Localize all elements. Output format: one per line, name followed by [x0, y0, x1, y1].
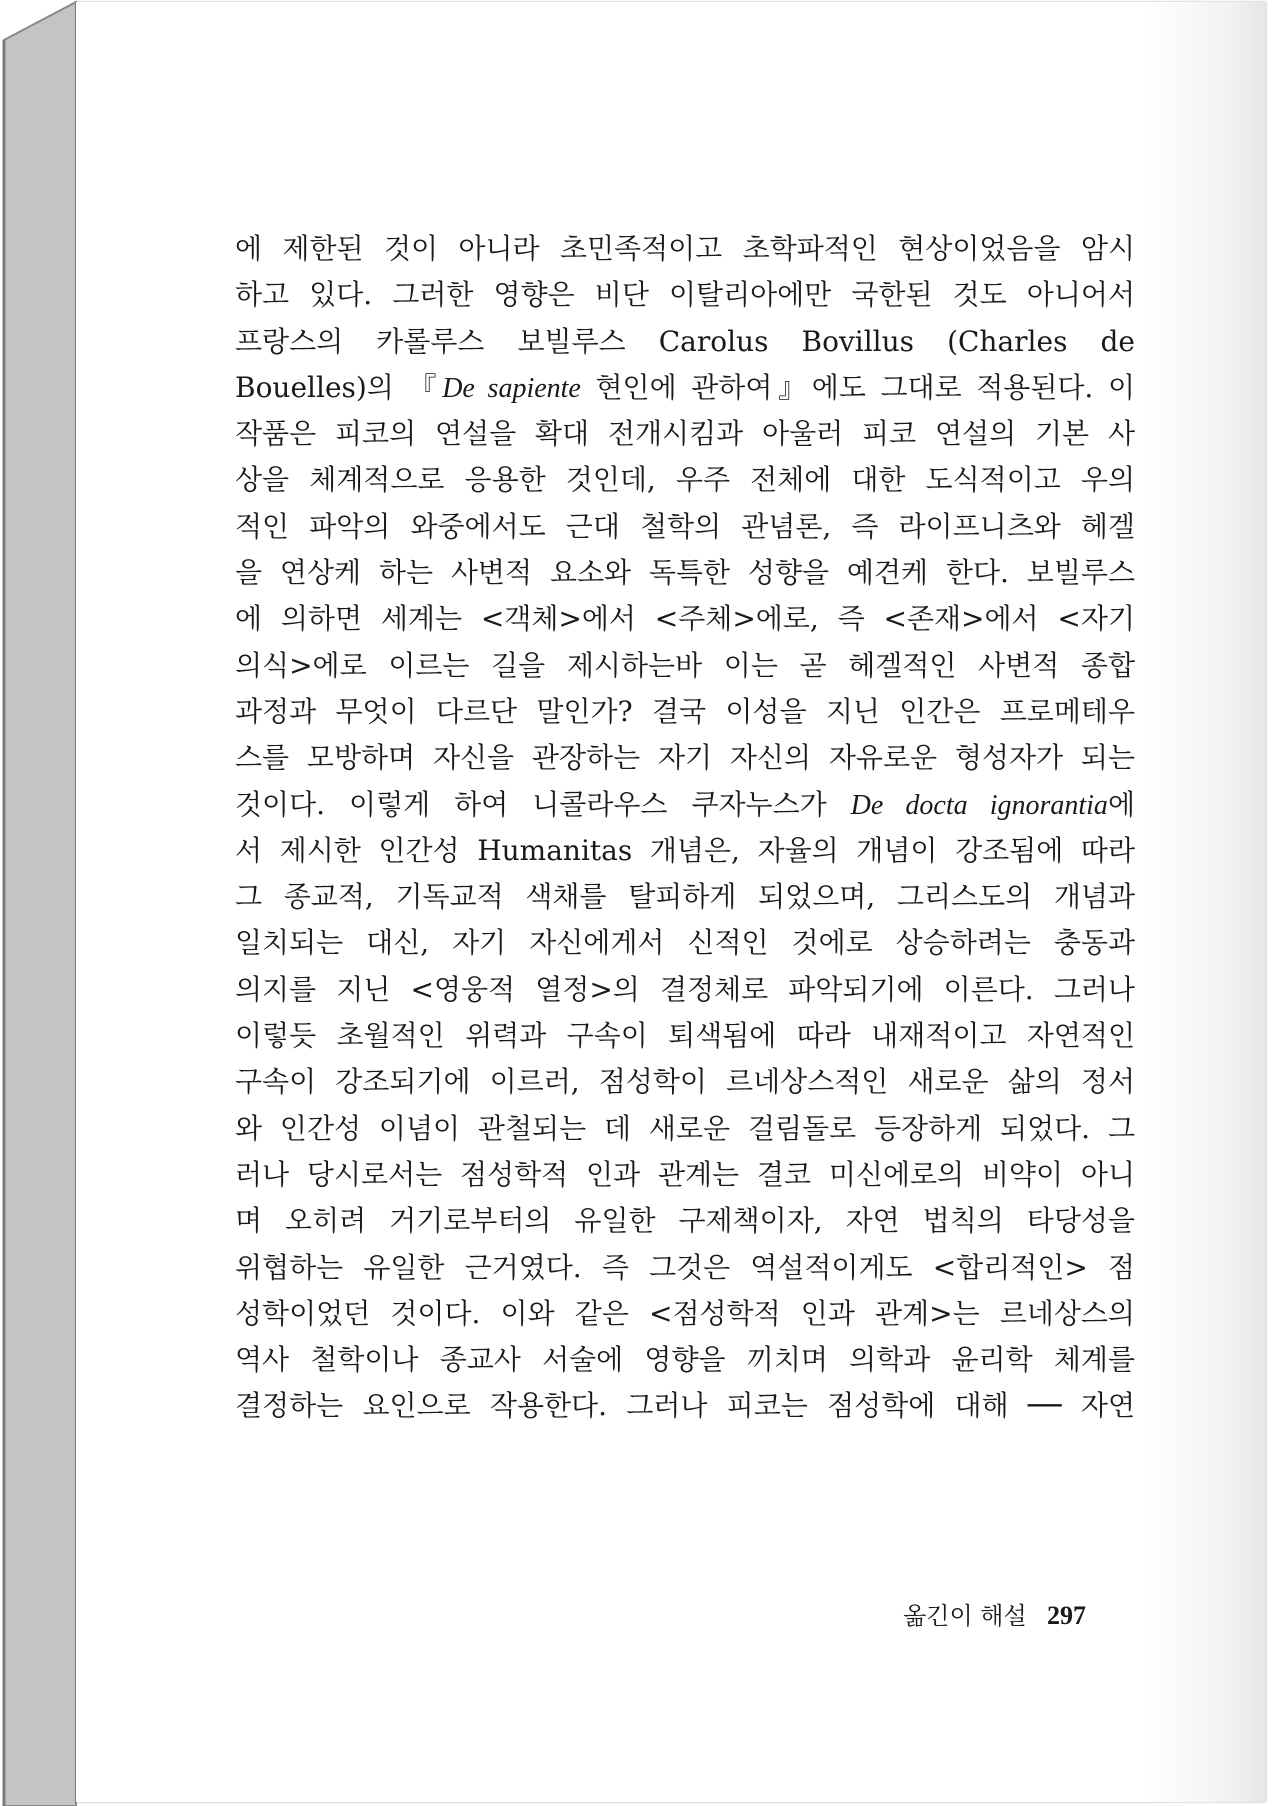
text-line	[235, 782, 1135, 828]
text-line: 에 제한된 것이 아니라 초민족적이고 초학파적인 현상이었음을 암시	[235, 232, 1135, 265]
italic-title: De sapiente	[442, 372, 581, 404]
page-footer	[903, 1596, 1086, 1631]
text-line: 프랑스의 카롤루스 보빌루스 Carolus Bovillus (Charles de	[235, 324, 1135, 358]
text-line: 에 의하면 세계는 <객체>에서 <주체>에로, 즉 <존재>에서 <자기	[235, 602, 1135, 636]
italic-title: De docta ignorantia	[850, 789, 1108, 821]
text-line: 서 제시한 인간성 Humanitas 개념은, 자율의 개념이 강조됨에 따라	[235, 833, 1135, 867]
text-line: 의지를 지닌 <영웅적 열정>의 결정체로 파악되기에 이른다. 그러나	[235, 972, 1135, 1006]
text-line: 작품은 피코의 연설을 확대 전개시킴과 아울러 피코 연설의 기본 사	[235, 417, 1135, 451]
book-page	[76, 2, 1266, 1802]
text-line: 하고 있다. 그러한 영향은 비단 이탈리아에만 국한된 것도 아니어서	[235, 278, 1135, 312]
text-line: 며 오히려 거기로부터의 유일한 구제책이자, 자연 법칙의 타당성을	[235, 1204, 1135, 1238]
text-line	[235, 365, 1135, 411]
text-segment: 것이다. 이렇게 하여 니콜라우스 쿠자누스가	[235, 787, 851, 821]
text-line: 위협하는 유일한 근거였다. 즉 그것은 역설적이게도 <합리적인> 점	[235, 1250, 1135, 1284]
running-footer-section: 옮긴이 해설	[903, 1602, 1027, 1630]
text-line: 결정하는 요인으로 작용한다. 그러나 피코는 점성학에 대해 ── 자연	[235, 1389, 1135, 1423]
text-line: 구속이 강조되기에 이르러, 점성학이 르네상스적인 새로운 삶의 정서	[235, 1065, 1135, 1099]
text-line: 성학이었던 것이다. 이와 같은 <점성학적 인과 관계>는 르네상스의	[235, 1296, 1135, 1330]
text-segment: 현인에 관하여』에도 그대로 적용된다. 이	[580, 370, 1135, 404]
text-line: 일치되는 대신, 자기 자신에게서 신적인 것에로 상승하려는 충동과	[235, 926, 1135, 960]
text-line: 을 연상케 하는 사변적 요소와 독특한 성향을 예견케 한다. 보빌루스	[235, 556, 1135, 590]
page-number: 297	[1047, 1601, 1086, 1630]
text-line: 그 종교적, 기독교적 색채를 탈피하게 되었으며, 그리스도의 개념과	[235, 880, 1135, 914]
text-line: 적인 파악의 와중에서도 근대 철학의 관념론, 즉 라이프니츠와 헤겔	[235, 509, 1135, 543]
text-line: 와 인간성 이념이 관철되는 데 새로운 걸림돌로 등장하게 되었다. 그	[235, 1111, 1135, 1145]
body-text	[235, 226, 1135, 1430]
text-line: 역사 철학이나 종교사 서술에 영향을 끼치며 의학과 윤리학 체계를	[235, 1343, 1135, 1377]
text-line: 의식>에로 이르는 길을 제시하는바 이는 곧 헤겔적인 사변적 종합	[235, 648, 1135, 682]
text-line: 러나 당시로서는 점성학적 인과 관계는 결코 미신에로의 비약이 아니	[235, 1157, 1135, 1191]
text-line: 스를 모방하며 자신을 관장하는 자기 자신의 자유로운 형성자가 되는	[235, 741, 1135, 775]
text-segment: 에	[1107, 787, 1135, 821]
text-line: 과정과 무엇이 다르단 말인가? 결국 이성을 지닌 인간은 프로메테우	[235, 694, 1135, 728]
text-line: 상을 체계적으로 응용한 것인데, 우주 전체에 대한 도식적이고 우의	[235, 463, 1135, 497]
text-line: 이렇듯 초월적인 위력과 구속이 퇴색됨에 따라 내재적이고 자연적인	[235, 1019, 1135, 1053]
text-segment: Bouelles)의 『	[235, 370, 443, 404]
